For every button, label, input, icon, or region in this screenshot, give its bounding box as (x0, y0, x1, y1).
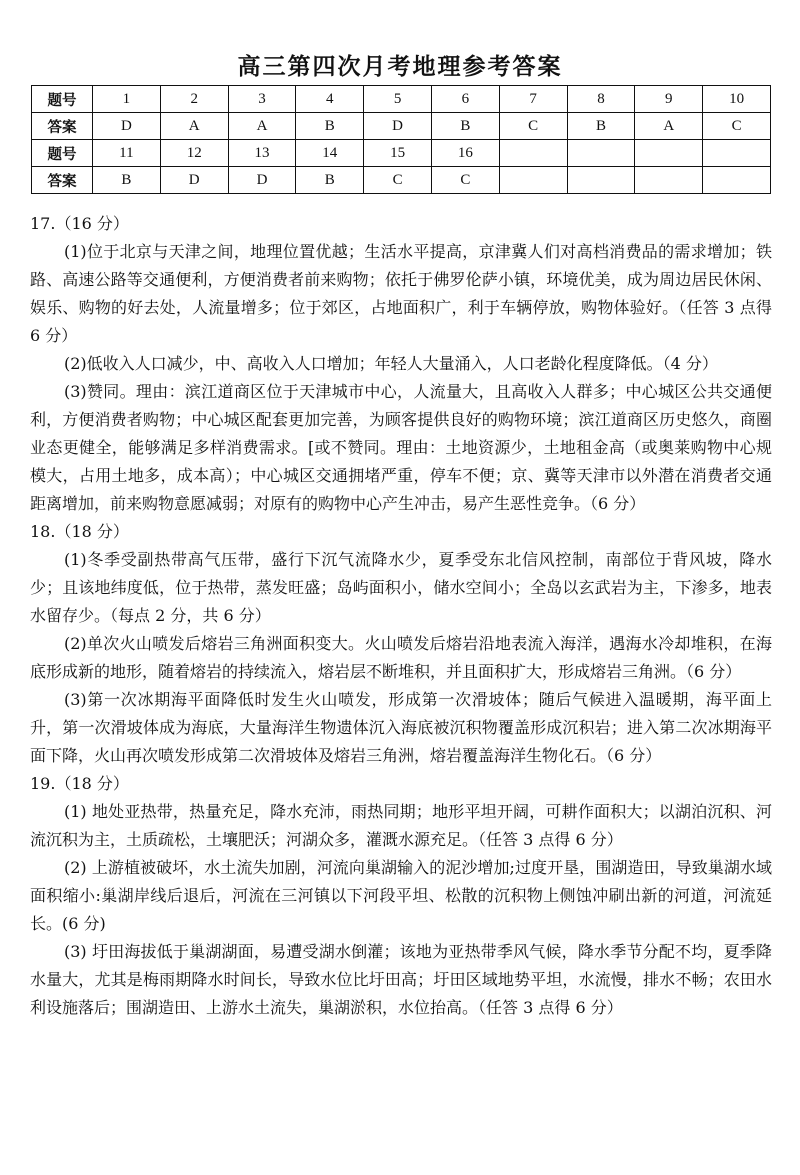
question-number-cell (635, 140, 703, 167)
answer-letter-cell: D (93, 113, 161, 140)
answer-letter-cell: B (296, 113, 364, 140)
answer-row (32, 167, 771, 194)
answer-paragraph: (1)位于北京与天津之间，地理位置优越；生活水平提高，京津冀人们对高档消费品的需求增加；铁路、高速公路等交通便利，方便消费者前来购物；依托于佛罗伦萨小镇，环境优美，成为周边居民休闲、娱乐、购物的好去处，人流量增多；位于郊区，占地面积广，利于车辆停放，购物体验好。（任答 3 点得 6 分） (30, 242, 772, 345)
question-number-cell: 5 (364, 86, 432, 113)
answer-table (31, 85, 771, 194)
answer-label-cell: 答案 (32, 167, 93, 194)
answer-paragraph: (3)第一次冰期海平面降低时发生火山喷发，形成第一次滑坡体；随后气候进入温暖期，海平面上升，第一次滑坡体成为海底，大量海洋生物遗体沉入海底被沉积物覆盖形成沉积岩；进入第二次冰期海平面下降，火山再次喷发形成第二次滑坡体及熔岩三角洲，熔岩覆盖海洋生物化石。（6 分） (30, 690, 772, 765)
answer-letter-cell: B (431, 113, 499, 140)
question-heading: 18.（18 分） (30, 522, 129, 541)
answer-letter-cell (703, 167, 771, 194)
answer-letter-cell: A (160, 113, 228, 140)
question-number-cell (567, 140, 635, 167)
question-number-cell (703, 140, 771, 167)
question-number-cell: 15 (364, 140, 432, 167)
answer-paragraph: (1)冬季受副热带高气压带，盛行下沉气流降水少，夏季受东北信风控制，南部位于背风坡，降水少；且该地纬度低，位于热带，蒸发旺盛；岛屿面积小，储水空间小；全岛以玄武岩为主，下渗多，地表水留存少。（每点 2 分，共 6 分） (30, 550, 772, 625)
question-label-cell: 题号 (32, 86, 93, 113)
answer-body (30, 210, 772, 1022)
question-number-cell: 9 (635, 86, 703, 113)
question-number-cell: 6 (431, 86, 499, 113)
answer-paragraph: (3) 圩田海拔低于巢湖湖面，易遭受湖水倒灌；该地为亚热带季风气候，降水季节分配不均，夏季降水量大，尤其是梅雨期降水时间长，导致水位比圩田高；圩田区域地势平坦，水流慢，排水不畅；农田水利设施落后；围湖造田、上游水土流失，巢湖淤积，水位抬高。（任答 3 点得 6 分） (30, 942, 772, 1017)
question-number-row (32, 86, 771, 113)
answer-letter-cell: B (567, 113, 635, 140)
question-number-cell: 10 (703, 86, 771, 113)
question-number-cell: 4 (296, 86, 364, 113)
question-number-cell: 3 (228, 86, 296, 113)
question-heading: 17.（16 分） (30, 214, 129, 233)
question-heading: 19.（18 分） (30, 774, 129, 793)
answer-letter-cell: C (431, 167, 499, 194)
question-label-cell: 题号 (32, 140, 93, 167)
answer-label-cell: 答案 (32, 113, 93, 140)
answer-letter-cell (567, 167, 635, 194)
answer-letter-cell: C (499, 113, 567, 140)
answer-letter-cell: C (703, 113, 771, 140)
question-section (30, 210, 772, 518)
answer-paragraph: (2)单次火山喷发后熔岩三角洲面积变大。火山喷发后熔岩沿地表流入海洋，遇海水冷却堆积，在海底形成新的地形，随着熔岩的持续流入，熔岩层不断堆积，并且面积扩大，形成熔岩三角洲。（6 分） (30, 634, 772, 681)
answer-paragraph: (2) 上游植被破坏，水土流失加剧，河流向巢湖输入的泥沙增加;过度开垦，围湖造田，导致巢湖水域面积缩小:巢湖岸线后退后，河流在三河镇以下河段平坦、松散的沉积物上侧蚀冲刷出新的河道，河流延长。(6 分) (30, 858, 772, 933)
question-number-cell: 12 (160, 140, 228, 167)
question-number-cell: 7 (499, 86, 567, 113)
question-section (30, 770, 772, 1022)
question-number-cell (499, 140, 567, 167)
question-section (30, 518, 772, 770)
question-number-cell: 16 (431, 140, 499, 167)
answer-table-body (32, 86, 771, 194)
answer-letter-cell (499, 167, 567, 194)
page-title: 高三第四次月考地理参考答案 (237, 54, 563, 80)
question-number-cell: 14 (296, 140, 364, 167)
answer-paragraph: (2)低收入人口减少，中、高收入人口增加；年轻人大量涌入，人口老龄化程度降低。（4 分） (64, 354, 718, 373)
answer-paragraph: (1) 地处亚热带，热量充足，降水充沛，雨热同期；地形平坦开阔，可耕作面积大；以湖泊沉积、河流沉积为主，土质疏松，土壤肥沃；河湖众多，灌溉水源充足。（任答 3 点得 6 分） (30, 802, 772, 849)
question-number-cell: 8 (567, 86, 635, 113)
answer-letter-cell: B (296, 167, 364, 194)
question-number-cell: 1 (93, 86, 161, 113)
question-number-cell: 11 (93, 140, 161, 167)
question-number-cell: 2 (160, 86, 228, 113)
answer-letter-cell: D (228, 167, 296, 194)
answer-paragraph: (3)赞同。理由：滨江道商区位于天津城市中心，人流量大，且高收入人群多；中心城区公共交通便利，方便消费者购物；中心城区配套更加完善，为顾客提供良好的购物环境；滨江道商区历史悠久，商圈业态更健全，能够满足多样消费需求。[或不赞同。理由：土地资源少，土地租金高（或奥莱购物中心规模大，占用土地多，成本高）；中心城区交通拥堵严重，停车不便；京、冀等天津市以外潜在消费者交通距离增加，前来购物意愿减弱；对原有的购物中心产生冲击，易产生恶性竞争。（6 分） (30, 382, 772, 513)
question-number-row (32, 140, 771, 167)
answer-letter-cell: A (635, 113, 703, 140)
answer-row (32, 113, 771, 140)
question-number-cell: 13 (228, 140, 296, 167)
answer-letter-cell: A (228, 113, 296, 140)
answer-letter-cell: D (160, 167, 228, 194)
answer-letter-cell: D (364, 113, 432, 140)
answer-letter-cell (635, 167, 703, 194)
answer-letter-cell: C (364, 167, 432, 194)
answer-letter-cell: B (93, 167, 161, 194)
